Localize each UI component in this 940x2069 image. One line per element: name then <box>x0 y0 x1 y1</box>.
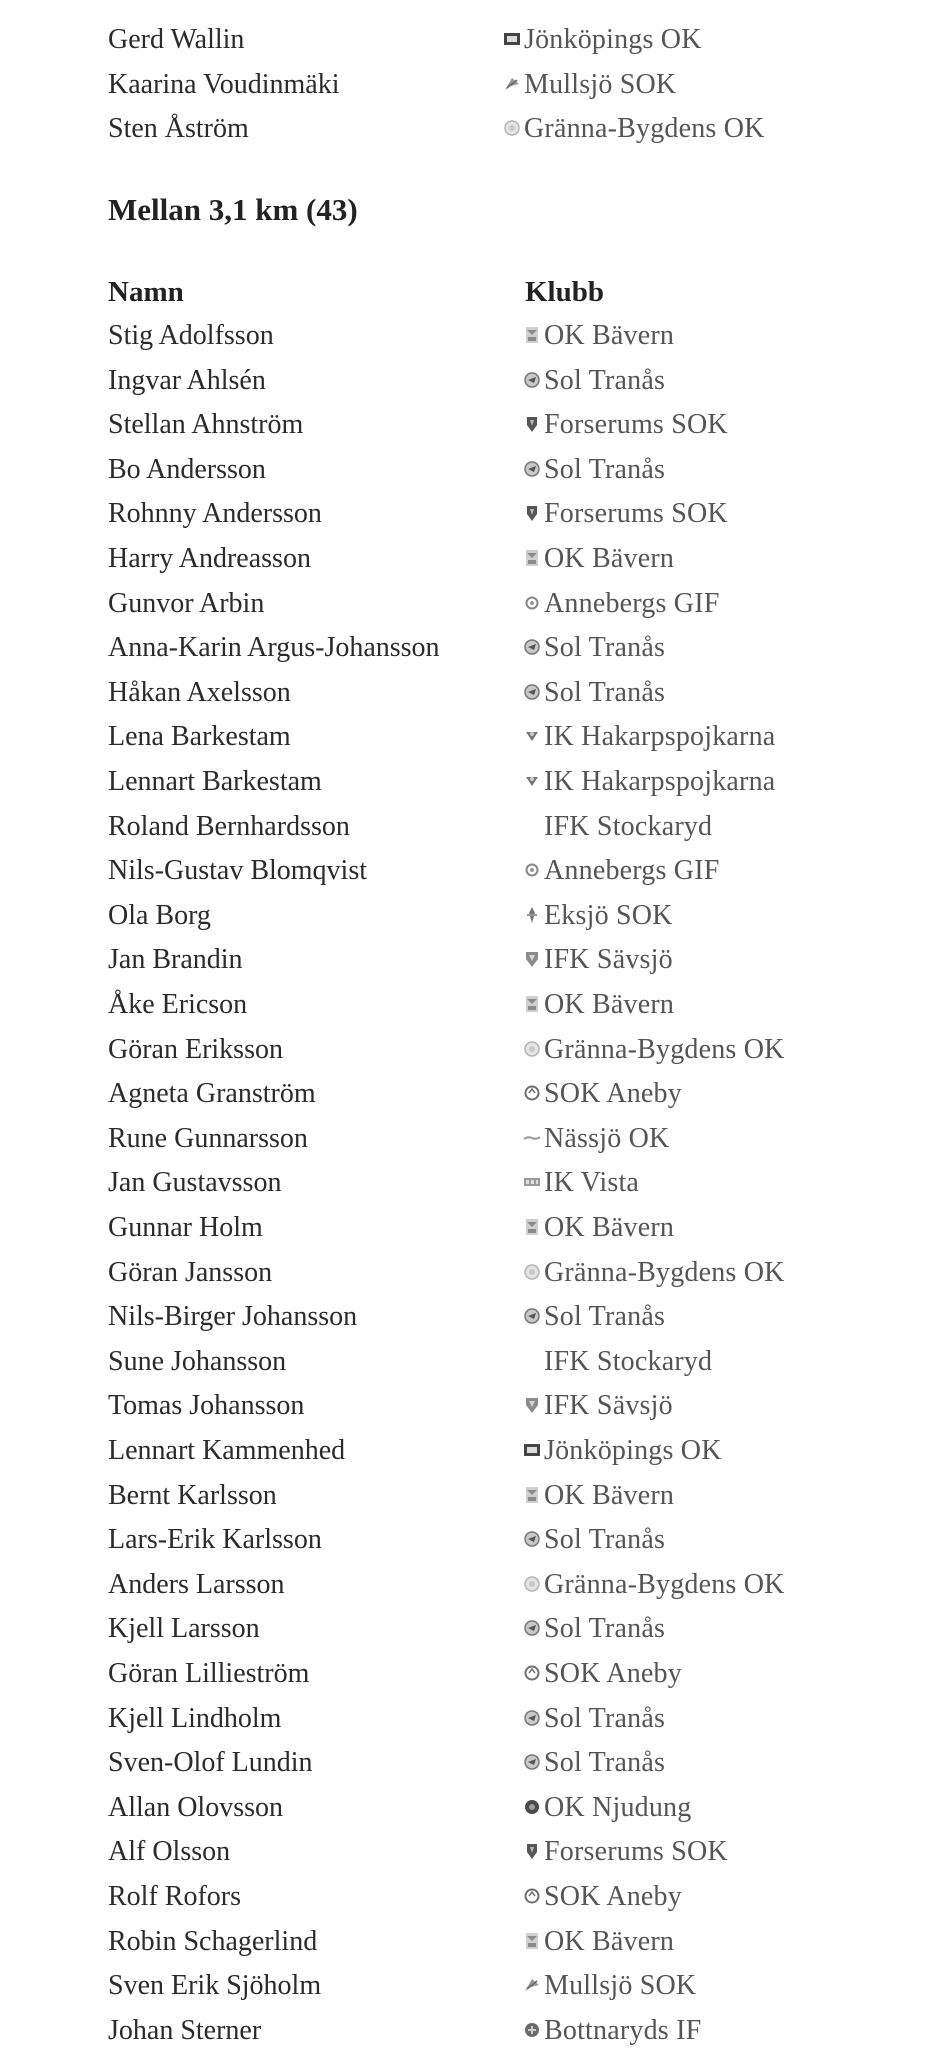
club-cell <box>523 673 665 713</box>
club-cell <box>523 807 712 847</box>
table-row <box>108 584 908 624</box>
club-cell <box>523 896 673 936</box>
table-row <box>108 1074 908 1114</box>
club-name: Sol Tranås <box>544 453 666 485</box>
participant-name: Sune Johansson <box>108 1345 287 1377</box>
club-cell <box>523 316 674 356</box>
participant-name: Jan Gustavsson <box>108 1167 282 1199</box>
club-name: OK Bävern <box>544 989 675 1020</box>
sol-tranas-icon <box>523 1529 541 1549</box>
list-item <box>108 20 908 60</box>
club-cell <box>523 1208 674 1248</box>
table-row <box>108 1297 908 1337</box>
club-name: OK Bävern <box>544 1212 675 1243</box>
participant-name: Harry Andreasson <box>108 543 311 574</box>
club-name: Gränna-Bygdens OK <box>544 1256 785 1288</box>
table-row <box>108 628 908 668</box>
club-name: Gränna-Bygdens OK <box>544 1033 785 1065</box>
club-cell <box>523 1922 674 1962</box>
ok-bavern-icon <box>523 1217 541 1237</box>
participant-name: Stellan Ahnström <box>108 409 304 441</box>
participant-name: Gunnar Holm <box>108 1212 263 1243</box>
sol-tranas-icon <box>523 682 541 702</box>
annebergs-gif-icon <box>523 860 541 880</box>
club-cell <box>523 1788 691 1828</box>
table-row <box>108 717 908 757</box>
participant-name: Sten Åström <box>108 113 249 145</box>
table-row <box>108 1699 908 1739</box>
ik-hakarpspojkarna-icon <box>523 726 541 746</box>
club-name: Jönköpings OK <box>544 1435 722 1466</box>
table-row <box>108 985 908 1025</box>
table-row <box>108 2011 908 2051</box>
sol-tranas-icon <box>523 370 541 390</box>
table-row <box>108 1877 908 1917</box>
club-name: Mullsjö SOK <box>524 68 677 100</box>
club-name: Sol Tranås <box>544 632 666 664</box>
sol-tranas-icon <box>523 1618 541 1638</box>
club-name: Forserums SOK <box>544 1836 728 1868</box>
ok-bavern-icon <box>523 1931 541 1951</box>
participant-name: Kaarina Voudinmäki <box>108 68 340 100</box>
table-row <box>108 1342 908 1382</box>
sol-tranas-icon <box>523 637 541 657</box>
table-row <box>108 1922 908 1962</box>
participant-name: Kjell Larsson <box>108 1613 260 1645</box>
club-cell <box>523 1877 682 1917</box>
participant-name: Agneta Granström <box>108 1078 316 1110</box>
club-cell <box>523 1832 728 1872</box>
club-name: IK Vista <box>544 1167 640 1199</box>
club-name: IFK Stockaryd <box>544 1345 713 1377</box>
table-row <box>108 450 908 490</box>
club-name: Forserums SOK <box>544 498 728 530</box>
participant-name: Sven-Olof Lundin <box>108 1747 313 1779</box>
club-name: IK Hakarpspojkarna <box>544 721 776 753</box>
sok-aneby-icon <box>523 1083 541 1103</box>
club-name: Sol Tranås <box>544 364 666 396</box>
participant-name: Göran Eriksson <box>108 1033 283 1065</box>
participant-name: Rune Gunnarsson <box>108 1122 308 1154</box>
participant-name: Kjell Lindholm <box>108 1702 282 1734</box>
club-name: Sol Tranås <box>544 1524 666 1556</box>
participant-name: Lena Barkestam <box>108 721 291 753</box>
club-name: Bottnaryds IF <box>544 2014 702 2046</box>
table-row <box>108 316 908 356</box>
class-heading: Mellan 3,1 km (43) <box>108 192 358 227</box>
empty-logo-slot <box>523 816 541 836</box>
club-cell <box>523 628 665 668</box>
jonkoping-ok-icon <box>523 1440 541 1460</box>
sok-aneby-icon <box>523 1663 541 1683</box>
club-name: Sol Tranås <box>544 1301 666 1333</box>
club-cell <box>523 1163 639 1203</box>
bottnaryds-if-icon <box>523 2020 541 2040</box>
table-row <box>108 807 908 847</box>
ok-bavern-icon <box>523 548 541 568</box>
club-name: Sol Tranås <box>544 676 666 708</box>
club-cell <box>523 494 728 534</box>
ok-bavern-icon <box>523 325 541 345</box>
empty-logo-slot <box>523 1351 541 1371</box>
club-name: Annebergs GIF <box>544 855 720 887</box>
club-cell <box>503 65 676 105</box>
participant-name: Tomas Johansson <box>108 1390 305 1422</box>
table-row <box>108 1119 908 1159</box>
jonkoping-ok-icon <box>503 29 521 49</box>
table-row <box>108 896 908 936</box>
sol-tranas-icon <box>523 1708 541 1728</box>
table-row <box>108 539 908 579</box>
participant-name: Anders Larsson <box>108 1568 285 1600</box>
participant-name: Ingvar Ahlsén <box>108 364 266 396</box>
club-cell <box>523 940 673 980</box>
table-row <box>108 1520 908 1560</box>
club-cell <box>523 361 665 401</box>
participant-name: Rolf Rofors <box>108 1881 241 1912</box>
club-name: Mullsjö SOK <box>544 1970 697 2002</box>
participant-name: Åke Ericson <box>108 989 248 1020</box>
forserums-sok-icon <box>523 414 541 434</box>
table-row <box>108 940 908 980</box>
participant-name: Nils-Gustav Blomqvist <box>108 855 368 887</box>
club-cell <box>523 1074 682 1114</box>
ok-bavern-icon <box>523 994 541 1014</box>
club-cell <box>523 1743 665 1783</box>
participant-name: Gunvor Arbin <box>108 587 265 619</box>
club-name: Gränna-Bygdens OK <box>524 113 765 145</box>
ifk-savsjo-icon <box>523 949 541 969</box>
club-name: Jönköpings OK <box>524 24 702 55</box>
forserums-sok-icon <box>523 503 541 523</box>
club-cell <box>523 1342 712 1382</box>
sol-tranas-icon <box>523 1306 541 1326</box>
table-row <box>108 405 908 445</box>
club-name: Eksjö SOK <box>544 899 673 931</box>
club-name: IFK Stockaryd <box>544 810 713 842</box>
club-cell <box>523 762 775 802</box>
ok-bavern-icon <box>523 1485 541 1505</box>
granna-bygdens-ok-icon <box>523 1039 541 1059</box>
list-item <box>108 65 908 105</box>
club-cell <box>523 1119 669 1159</box>
ik-vista-icon <box>523 1172 541 1192</box>
nassjo-ok-icon <box>523 1128 541 1148</box>
club-cell <box>523 584 720 624</box>
participant-name: Gerd Wallin <box>108 24 245 55</box>
participant-name: Stig Adolfsson <box>108 320 274 351</box>
club-cell <box>523 1565 785 1605</box>
table-row <box>108 494 908 534</box>
club-name: IK Hakarpspojkarna <box>544 766 776 797</box>
sol-tranas-icon <box>523 1752 541 1772</box>
club-cell <box>503 109 765 149</box>
club-name: Gränna-Bygdens OK <box>544 1568 785 1600</box>
club-name: IFK Sävsjö <box>544 1390 673 1422</box>
participant-name: Rohnny Andersson <box>108 498 322 530</box>
participant-name: Alf Olsson <box>108 1836 231 1868</box>
club-cell <box>523 717 775 757</box>
participant-name: Robin Schagerlind <box>108 1925 318 1957</box>
ik-hakarpspojkarna-icon <box>523 771 541 791</box>
table-row <box>108 851 908 891</box>
table-row <box>108 1832 908 1872</box>
club-name: IFK Sävsjö <box>544 944 673 976</box>
ifk-savsjo-icon <box>523 1395 541 1415</box>
mullsjo-sok-icon <box>503 74 521 94</box>
participant-name: Bernt Karlsson <box>108 1479 277 1511</box>
eksjo-sok-icon <box>523 905 541 925</box>
participant-name: Jan Brandin <box>108 944 243 976</box>
annebergs-gif-icon <box>523 593 541 613</box>
table-row <box>108 1386 908 1426</box>
sol-tranas-icon <box>523 459 541 479</box>
club-cell <box>523 1253 785 1293</box>
club-cell <box>523 985 674 1025</box>
club-cell <box>523 1386 673 1426</box>
table-row <box>108 1030 908 1070</box>
table-row <box>108 1208 908 1248</box>
club-cell <box>523 539 674 579</box>
participant-name: Lennart Barkestam <box>108 766 322 797</box>
participant-name: Anna-Karin Argus-Johansson <box>108 632 440 664</box>
table-row <box>108 1163 908 1203</box>
club-cell <box>523 2011 701 2051</box>
participant-name: Sven Erik Sjöholm <box>108 1970 322 2002</box>
club-name: OK Bävern <box>544 543 675 574</box>
mullsjo-sok-icon <box>523 1975 541 1995</box>
participant-name: Roland Bernhardsson <box>108 810 350 842</box>
club-cell <box>523 1966 696 2006</box>
club-name: Sol Tranås <box>544 1613 666 1645</box>
table-row <box>108 1253 908 1293</box>
list-item <box>108 109 908 149</box>
club-name: SOK Aneby <box>544 1658 682 1689</box>
table-row <box>108 1654 908 1694</box>
club-cell <box>523 1699 665 1739</box>
table-row <box>108 1431 908 1471</box>
forserums-sok-icon <box>523 1841 541 1861</box>
club-cell <box>523 1654 682 1694</box>
club-name: OK Bävern <box>544 320 675 351</box>
club-name: SOK Aneby <box>544 1078 682 1110</box>
granna-bygdens-ok-icon <box>503 118 521 138</box>
club-cell <box>523 1030 785 1070</box>
club-name: Sol Tranås <box>544 1747 666 1779</box>
club-cell <box>503 20 702 60</box>
granna-bygdens-ok-icon <box>523 1262 541 1282</box>
club-cell <box>523 1297 665 1337</box>
table-row <box>108 1476 908 1516</box>
table-row <box>108 1966 908 2006</box>
club-name: Nässjö OK <box>544 1122 670 1154</box>
club-name: OK Bävern <box>544 1479 675 1511</box>
club-name: Forserums SOK <box>544 409 728 441</box>
table-row <box>108 1609 908 1649</box>
club-name: OK Bävern <box>544 1925 675 1957</box>
participant-name: Göran Jansson <box>108 1256 273 1288</box>
participant-name: Nils-Birger Johansson <box>108 1301 358 1333</box>
club-cell <box>523 405 728 445</box>
table-row <box>108 361 908 401</box>
granna-bygdens-ok-icon <box>523 1574 541 1594</box>
table-row <box>108 1743 908 1783</box>
sok-aneby-icon <box>523 1886 541 1906</box>
participant-name: Ola Borg <box>108 899 211 931</box>
table-row <box>108 762 908 802</box>
club-name: Annebergs GIF <box>544 587 720 619</box>
participant-name: Allan Olovsson <box>108 1791 283 1823</box>
club-column-header: Klubb <box>525 276 604 308</box>
club-cell <box>523 450 665 490</box>
ok-njudung-icon <box>523 1797 541 1817</box>
club-cell <box>523 851 720 891</box>
participant-name: Bo Andersson <box>108 453 266 485</box>
participant-name: Lennart Kammenhed <box>108 1435 346 1466</box>
club-name: Sol Tranås <box>544 1702 666 1734</box>
table-row <box>108 1565 908 1605</box>
participant-name: Johan Sterner <box>108 2014 262 2046</box>
club-cell <box>523 1476 674 1516</box>
participant-name: Lars-Erik Karlsson <box>108 1524 322 1556</box>
participant-name: Göran Lillieström <box>108 1658 310 1689</box>
club-cell <box>523 1520 665 1560</box>
club-name: OK Njudung <box>544 1791 692 1823</box>
table-row <box>108 1788 908 1828</box>
name-column-header: Namn <box>108 276 184 308</box>
club-cell <box>523 1609 665 1649</box>
table-row <box>108 673 908 713</box>
club-cell <box>523 1431 722 1471</box>
club-name: SOK Aneby <box>544 1881 682 1912</box>
participant-name: Håkan Axelsson <box>108 676 291 708</box>
